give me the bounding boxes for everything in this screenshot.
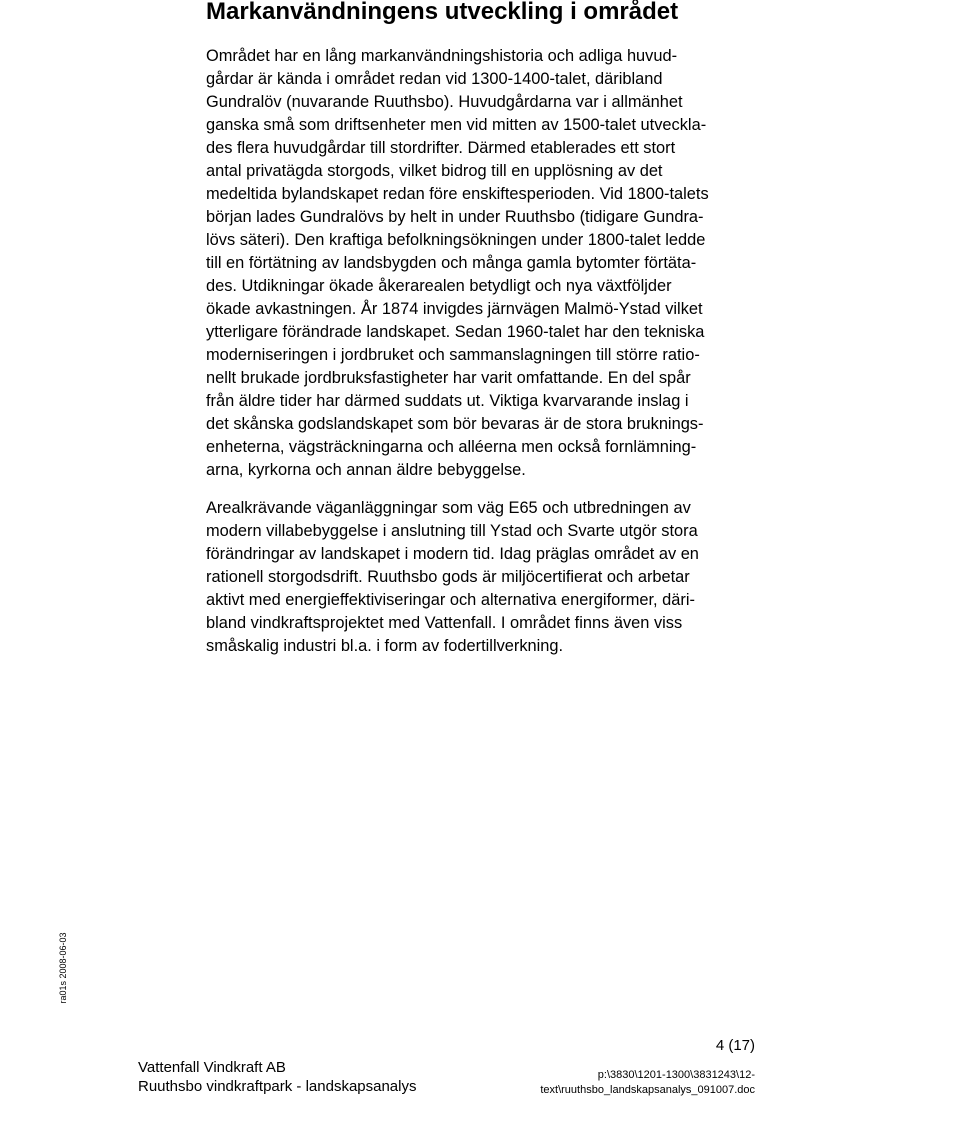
text-line: Området har en lång markanvändningshistoria och adliga huvud-: [206, 47, 678, 65]
text-line: bland vindkraftsprojektet med Vattenfall. I området finns även viss: [206, 614, 683, 632]
text-line: des. Utdikningar ökade åkerarealen betydligt och nya växtföljder: [206, 277, 672, 295]
text-line: från äldre tider har därmed suddats ut. Viktiga kvarvarande inslag i: [206, 392, 689, 410]
footer-report-title: Ruuthsbo vindkraftpark - landskapsanalys: [138, 1078, 417, 1095]
text-line: medeltida bylandskapet redan före enskiftesperioden. Vid 1800-talets: [206, 185, 709, 203]
text-line: början lades Gundralövs by helt in under Ruuthsbo (tidigare Gundra-: [206, 208, 704, 226]
text-line: aktivt med energieffektiviseringar och alternativa energiformer, däri-: [206, 591, 695, 609]
text-line: nellt brukade jordbruksfastigheter har varit omfattande. En del spår: [206, 369, 691, 387]
text-line: lövs säteri). Den kraftiga befolkningsökningen under 1800-talet ledde: [206, 231, 706, 249]
footer-file-path: [540, 1068, 755, 1098]
text-line: modern villabebyggelse i anslutning till Ystad och Svarte utgör stora: [206, 522, 698, 540]
text-line: ganska små som driftsenheter men vid mitten av 1500-talet utveckla-: [206, 116, 707, 134]
text-line: förändringar av landskapet i modern tid. Idag präglas området av en: [206, 545, 699, 563]
text-line: des flera huvudgårdar till stordrifter. Därmed etablerades ett stort: [206, 139, 676, 157]
text-line: antal privatägda storgods, vilket bidrog till en upplösning av det: [206, 162, 663, 180]
text-line: till en förtätning av landsbygden och många gamla bytomter förtäta-: [206, 254, 697, 272]
text-line: Gundralöv (nuvarande Ruuthsbo). Huvudgårdarna var i allmänhet: [206, 93, 683, 111]
text-line: småskalig industri bl.a. i form av fodertillverkning.: [206, 637, 564, 655]
text-line: rationell storgodsdrift. Ruuthsbo gods är miljöcertifierat och arbetar: [206, 568, 690, 586]
file-path-line: p:\3830\1201-1300\3831243\12-: [597, 1069, 755, 1081]
text-line: ytterligare förändrade landskapet. Sedan 1960-talet har den tekniska: [206, 323, 705, 341]
text-line: gårdar är kända i området redan vid 1300-1400-talet, däribland: [206, 70, 663, 88]
revision-stamp: ra01s 2008-06-03: [58, 932, 68, 1004]
page-number: 4 (17): [715, 1037, 755, 1054]
text-line: enheterna, vägsträckningarna och alléerna men också fornlämning-: [206, 438, 697, 456]
text-line: arna, kyrkorna och annan äldre bebyggelse.: [206, 461, 526, 479]
text-line: moderniseringen i jordbruket och sammanslagningen till större ratio-: [206, 346, 700, 364]
text-line: Arealkrävande väganläggningar som väg E65 och utbredningen av: [206, 499, 691, 517]
text-line: det skånska godslandskapet som bör bevaras är de stora bruknings-: [206, 415, 704, 433]
footer-company-block: [138, 1058, 416, 1096]
page-heading: Markanvändningens utveckling i området: [206, 0, 679, 25]
paragraph-land-use-history: [206, 45, 766, 482]
footer-company: Vattenfall Vindkraft AB: [138, 1059, 286, 1076]
paragraph-modern-changes: [206, 497, 766, 658]
file-path-line: text\ruuthsbo_landskapsanalys_091007.doc: [540, 1084, 755, 1096]
text-line: ökade avkastningen. År 1874 invigdes järnvägen Malmö-Ystad vilket: [206, 300, 703, 318]
